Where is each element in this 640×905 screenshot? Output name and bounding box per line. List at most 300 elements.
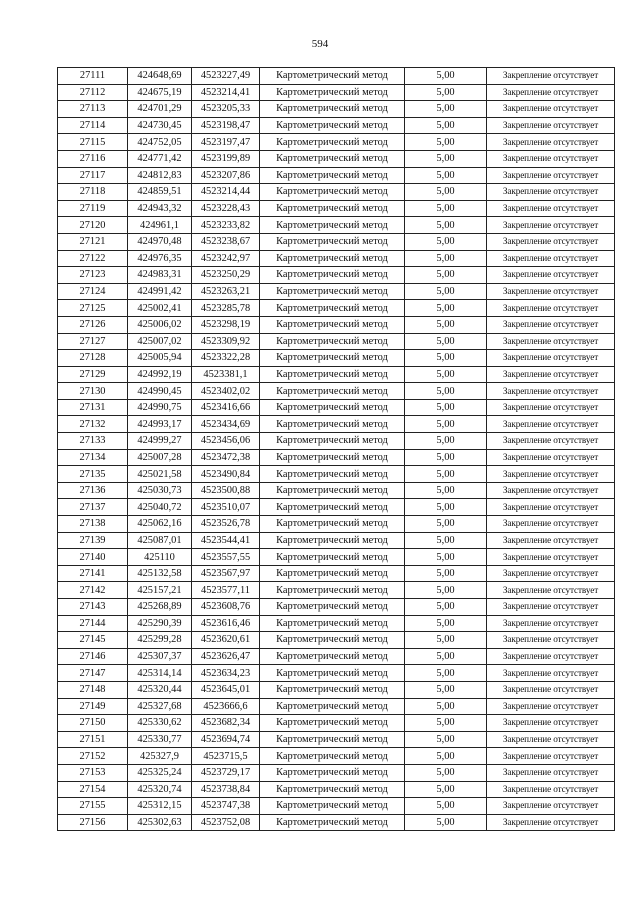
y-coordinate-cell: 4523285,78	[192, 300, 260, 317]
y-coordinate-cell: 4523199,89	[192, 150, 260, 167]
method-cell: Картометрический метод	[260, 698, 405, 715]
x-coordinate-cell: 424961,1	[128, 217, 192, 234]
point-number-cell: 27149	[58, 698, 128, 715]
page-number: 594	[311, 38, 329, 50]
y-coordinate-cell: 4523298,19	[192, 316, 260, 333]
table-row	[58, 648, 615, 665]
y-coordinate-cell: 4523381,1	[192, 366, 260, 383]
method-cell: Картометрический метод	[260, 632, 405, 649]
accuracy-cell: 5,00	[405, 101, 487, 118]
point-number-cell: 27154	[58, 781, 128, 798]
accuracy-cell: 5,00	[405, 449, 487, 466]
point-number-cell: 27125	[58, 300, 128, 317]
point-number-cell: 27139	[58, 532, 128, 549]
x-coordinate-cell: 425307,37	[128, 648, 192, 665]
method-cell: Картометрический метод	[260, 101, 405, 118]
fixing-description-cell: Закрепление отсутствует	[487, 184, 615, 201]
accuracy-cell: 5,00	[405, 399, 487, 416]
fixing-description-cell: Закрепление отсутствует	[487, 333, 615, 350]
fixing-description-cell: Закрепление отсутствует	[487, 383, 615, 400]
accuracy-cell: 5,00	[405, 84, 487, 101]
x-coordinate-cell: 424990,75	[128, 399, 192, 416]
fixing-description-cell: Закрепление отсутствует	[487, 499, 615, 516]
point-number-cell: 27146	[58, 648, 128, 665]
fixing-description-cell: Закрепление отсутствует	[487, 250, 615, 267]
fixing-description-cell: Закрепление отсутствует	[487, 482, 615, 499]
y-coordinate-cell: 4523263,21	[192, 283, 260, 300]
accuracy-cell: 5,00	[405, 715, 487, 732]
table-row	[58, 731, 615, 748]
point-number-cell: 27121	[58, 233, 128, 250]
method-cell: Картометрический метод	[260, 117, 405, 134]
table-row	[58, 549, 615, 566]
point-number-cell: 27148	[58, 681, 128, 698]
accuracy-cell: 5,00	[405, 615, 487, 632]
point-number-cell: 27117	[58, 167, 128, 184]
method-cell: Картометрический метод	[260, 665, 405, 682]
method-cell: Картометрический метод	[260, 383, 405, 400]
table-row	[58, 582, 615, 599]
point-number-cell: 27113	[58, 101, 128, 118]
point-number-cell: 27143	[58, 599, 128, 616]
point-number-cell: 27132	[58, 416, 128, 433]
point-number-cell: 27141	[58, 565, 128, 582]
fixing-description-cell: Закрепление отсутствует	[487, 781, 615, 798]
y-coordinate-cell: 4523729,17	[192, 764, 260, 781]
table-row	[58, 681, 615, 698]
point-number-cell: 27123	[58, 267, 128, 284]
accuracy-cell: 5,00	[405, 433, 487, 450]
fixing-description-cell: Закрепление отсутствует	[487, 715, 615, 732]
method-cell: Картометрический метод	[260, 516, 405, 533]
y-coordinate-cell: 4523322,28	[192, 350, 260, 367]
method-cell: Картометрический метод	[260, 217, 405, 234]
fixing-description-cell: Закрепление отсутствует	[487, 267, 615, 284]
accuracy-cell: 5,00	[405, 731, 487, 748]
x-coordinate-cell: 424983,31	[128, 267, 192, 284]
point-number-cell: 27150	[58, 715, 128, 732]
method-cell: Картометрический метод	[260, 433, 405, 450]
accuracy-cell: 5,00	[405, 814, 487, 831]
accuracy-cell: 5,00	[405, 599, 487, 616]
y-coordinate-cell: 4523608,76	[192, 599, 260, 616]
fixing-description-cell: Закрепление отсутствует	[487, 681, 615, 698]
method-cell: Картометрический метод	[260, 781, 405, 798]
y-coordinate-cell: 4523752,08	[192, 814, 260, 831]
x-coordinate-cell: 425290,39	[128, 615, 192, 632]
method-cell: Картометрический метод	[260, 731, 405, 748]
y-coordinate-cell: 4523620,61	[192, 632, 260, 649]
y-coordinate-cell: 4523634,23	[192, 665, 260, 682]
fixing-description-cell: Закрепление отсутствует	[487, 449, 615, 466]
table-row	[58, 615, 615, 632]
table-row	[58, 117, 615, 134]
table-row	[58, 68, 615, 85]
fixing-description-cell: Закрепление отсутствует	[487, 565, 615, 582]
table-row	[58, 350, 615, 367]
method-cell: Картометрический метод	[260, 798, 405, 815]
table-row	[58, 150, 615, 167]
y-coordinate-cell: 4523666,6	[192, 698, 260, 715]
table-row	[58, 798, 615, 815]
point-number-cell: 27111	[58, 68, 128, 85]
accuracy-cell: 5,00	[405, 532, 487, 549]
x-coordinate-cell: 425040,72	[128, 499, 192, 516]
x-coordinate-cell: 425062,16	[128, 516, 192, 533]
table-row	[58, 482, 615, 499]
y-coordinate-cell: 4523557,55	[192, 549, 260, 566]
x-coordinate-cell: 425157,21	[128, 582, 192, 599]
y-coordinate-cell: 4523227,49	[192, 68, 260, 85]
fixing-description-cell: Закрепление отсутствует	[487, 466, 615, 483]
fixing-description-cell: Закрепление отсутствует	[487, 582, 615, 599]
y-coordinate-cell: 4523198,47	[192, 117, 260, 134]
fixing-description-cell: Закрепление отсутствует	[487, 117, 615, 134]
method-cell: Картометрический метод	[260, 366, 405, 383]
accuracy-cell: 5,00	[405, 516, 487, 533]
accuracy-cell: 5,00	[405, 68, 487, 85]
fixing-description-cell: Закрепление отсутствует	[487, 68, 615, 85]
x-coordinate-cell: 425110	[128, 549, 192, 566]
fixing-description-cell: Закрепление отсутствует	[487, 300, 615, 317]
accuracy-cell: 5,00	[405, 150, 487, 167]
x-coordinate-cell: 425299,28	[128, 632, 192, 649]
table-row	[58, 466, 615, 483]
point-number-cell: 27145	[58, 632, 128, 649]
y-coordinate-cell: 4523715,5	[192, 748, 260, 765]
point-number-cell: 27116	[58, 150, 128, 167]
point-number-cell: 27140	[58, 549, 128, 566]
method-cell: Картометрический метод	[260, 200, 405, 217]
coordinates-table	[57, 67, 615, 831]
table-row	[58, 516, 615, 533]
accuracy-cell: 5,00	[405, 267, 487, 284]
y-coordinate-cell: 4523228,43	[192, 200, 260, 217]
point-number-cell: 27127	[58, 333, 128, 350]
method-cell: Картометрический метод	[260, 648, 405, 665]
fixing-description-cell: Закрепление отсутствует	[487, 366, 615, 383]
y-coordinate-cell: 4523747,38	[192, 798, 260, 815]
method-cell: Картометрический метод	[260, 283, 405, 300]
point-number-cell: 27133	[58, 433, 128, 450]
x-coordinate-cell: 425007,02	[128, 333, 192, 350]
accuracy-cell: 5,00	[405, 665, 487, 682]
point-number-cell: 27119	[58, 200, 128, 217]
method-cell: Картометрический метод	[260, 482, 405, 499]
table-row	[58, 814, 615, 831]
method-cell: Картометрический метод	[260, 134, 405, 151]
x-coordinate-cell: 425327,9	[128, 748, 192, 765]
accuracy-cell: 5,00	[405, 217, 487, 234]
x-coordinate-cell: 424675,19	[128, 84, 192, 101]
point-number-cell: 27152	[58, 748, 128, 765]
point-number-cell: 27147	[58, 665, 128, 682]
accuracy-cell: 5,00	[405, 416, 487, 433]
method-cell: Картометрический метод	[260, 499, 405, 516]
point-number-cell: 27130	[58, 383, 128, 400]
accuracy-cell: 5,00	[405, 300, 487, 317]
point-number-cell: 27153	[58, 764, 128, 781]
point-number-cell: 27122	[58, 250, 128, 267]
method-cell: Картометрический метод	[260, 814, 405, 831]
table-row	[58, 283, 615, 300]
table-row	[58, 781, 615, 798]
y-coordinate-cell: 4523434,69	[192, 416, 260, 433]
method-cell: Картометрический метод	[260, 466, 405, 483]
fixing-description-cell: Закрепление отсутствует	[487, 134, 615, 151]
point-number-cell: 27138	[58, 516, 128, 533]
method-cell: Картометрический метод	[260, 681, 405, 698]
y-coordinate-cell: 4523626,47	[192, 648, 260, 665]
method-cell: Картометрический метод	[260, 184, 405, 201]
y-coordinate-cell: 4523233,82	[192, 217, 260, 234]
method-cell: Картометрический метод	[260, 532, 405, 549]
fixing-description-cell: Закрепление отсутствует	[487, 698, 615, 715]
method-cell: Картометрический метод	[260, 748, 405, 765]
y-coordinate-cell: 4523616,46	[192, 615, 260, 632]
fixing-description-cell: Закрепление отсутствует	[487, 433, 615, 450]
fixing-description-cell: Закрепление отсутствует	[487, 200, 615, 217]
coordinates-table-body	[58, 68, 615, 831]
point-number-cell: 27142	[58, 582, 128, 599]
x-coordinate-cell: 424859,51	[128, 184, 192, 201]
point-number-cell: 27118	[58, 184, 128, 201]
method-cell: Картометрический метод	[260, 715, 405, 732]
point-number-cell: 27114	[58, 117, 128, 134]
x-coordinate-cell: 425007,28	[128, 449, 192, 466]
table-row	[58, 233, 615, 250]
fixing-description-cell: Закрепление отсутствует	[487, 599, 615, 616]
x-coordinate-cell: 425002,41	[128, 300, 192, 317]
x-coordinate-cell: 425330,77	[128, 731, 192, 748]
point-number-cell: 27155	[58, 798, 128, 815]
fixing-description-cell: Закрепление отсутствует	[487, 233, 615, 250]
accuracy-cell: 5,00	[405, 648, 487, 665]
accuracy-cell: 5,00	[405, 184, 487, 201]
accuracy-cell: 5,00	[405, 134, 487, 151]
x-coordinate-cell: 425087,01	[128, 532, 192, 549]
x-coordinate-cell: 425327,68	[128, 698, 192, 715]
table-row	[58, 416, 615, 433]
table-row	[58, 748, 615, 765]
accuracy-cell: 5,00	[405, 499, 487, 516]
method-cell: Картометрический метод	[260, 582, 405, 599]
accuracy-cell: 5,00	[405, 764, 487, 781]
table-row	[58, 698, 615, 715]
y-coordinate-cell: 4523207,86	[192, 167, 260, 184]
table-row	[58, 316, 615, 333]
point-number-cell: 27115	[58, 134, 128, 151]
x-coordinate-cell: 424990,45	[128, 383, 192, 400]
method-cell: Картометрический метод	[260, 267, 405, 284]
accuracy-cell: 5,00	[405, 632, 487, 649]
point-number-cell: 27137	[58, 499, 128, 516]
x-coordinate-cell: 424771,42	[128, 150, 192, 167]
fixing-description-cell: Закрепление отсутствует	[487, 798, 615, 815]
y-coordinate-cell: 4523242,97	[192, 250, 260, 267]
table-row	[58, 383, 615, 400]
accuracy-cell: 5,00	[405, 466, 487, 483]
y-coordinate-cell: 4523214,44	[192, 184, 260, 201]
accuracy-cell: 5,00	[405, 482, 487, 499]
point-number-cell: 27129	[58, 366, 128, 383]
point-number-cell: 27135	[58, 466, 128, 483]
fixing-description-cell: Закрепление отсутствует	[487, 516, 615, 533]
method-cell: Картометрический метод	[260, 68, 405, 85]
x-coordinate-cell: 425268,89	[128, 599, 192, 616]
table-row	[58, 167, 615, 184]
table-row	[58, 665, 615, 682]
x-coordinate-cell: 424701,29	[128, 101, 192, 118]
table-row	[58, 449, 615, 466]
fixing-description-cell: Закрепление отсутствует	[487, 399, 615, 416]
table-row	[58, 366, 615, 383]
x-coordinate-cell: 425005,94	[128, 350, 192, 367]
fixing-description-cell: Закрепление отсутствует	[487, 748, 615, 765]
point-number-cell: 27126	[58, 316, 128, 333]
accuracy-cell: 5,00	[405, 698, 487, 715]
table-row	[58, 300, 615, 317]
y-coordinate-cell: 4523197,47	[192, 134, 260, 151]
table-row	[58, 200, 615, 217]
point-number-cell: 27124	[58, 283, 128, 300]
fixing-description-cell: Закрепление отсутствует	[487, 416, 615, 433]
accuracy-cell: 5,00	[405, 350, 487, 367]
point-number-cell: 27112	[58, 84, 128, 101]
table-row	[58, 433, 615, 450]
fixing-description-cell: Закрепление отсутствует	[487, 665, 615, 682]
x-coordinate-cell: 424991,42	[128, 283, 192, 300]
x-coordinate-cell: 425320,74	[128, 781, 192, 798]
fixing-description-cell: Закрепление отсутствует	[487, 350, 615, 367]
y-coordinate-cell: 4523205,33	[192, 101, 260, 118]
y-coordinate-cell: 4523526,78	[192, 516, 260, 533]
table-row	[58, 599, 615, 616]
table-row	[58, 250, 615, 267]
y-coordinate-cell: 4523694,74	[192, 731, 260, 748]
table-row	[58, 499, 615, 516]
fixing-description-cell: Закрепление отсутствует	[487, 814, 615, 831]
x-coordinate-cell: 425314,14	[128, 665, 192, 682]
point-number-cell: 27136	[58, 482, 128, 499]
accuracy-cell: 5,00	[405, 681, 487, 698]
y-coordinate-cell: 4523456,06	[192, 433, 260, 450]
fixing-description-cell: Закрепление отсутствует	[487, 150, 615, 167]
method-cell: Картометрический метод	[260, 300, 405, 317]
method-cell: Картометрический метод	[260, 399, 405, 416]
table-row	[58, 565, 615, 582]
method-cell: Картометрический метод	[260, 233, 405, 250]
accuracy-cell: 5,00	[405, 582, 487, 599]
table-row	[58, 267, 615, 284]
table-row	[58, 532, 615, 549]
x-coordinate-cell: 424730,45	[128, 117, 192, 134]
table-row	[58, 632, 615, 649]
x-coordinate-cell: 424812,83	[128, 167, 192, 184]
x-coordinate-cell: 425330,62	[128, 715, 192, 732]
accuracy-cell: 5,00	[405, 549, 487, 566]
x-coordinate-cell: 425006,02	[128, 316, 192, 333]
method-cell: Картометрический метод	[260, 316, 405, 333]
method-cell: Картометрический метод	[260, 615, 405, 632]
x-coordinate-cell: 425320,44	[128, 681, 192, 698]
method-cell: Картометрический метод	[260, 350, 405, 367]
x-coordinate-cell: 424992,19	[128, 366, 192, 383]
method-cell: Картометрический метод	[260, 764, 405, 781]
point-number-cell: 27120	[58, 217, 128, 234]
method-cell: Картометрический метод	[260, 250, 405, 267]
fixing-description-cell: Закрепление отсутствует	[487, 167, 615, 184]
fixing-description-cell: Закрепление отсутствует	[487, 283, 615, 300]
y-coordinate-cell: 4523250,29	[192, 267, 260, 284]
table-row	[58, 715, 615, 732]
method-cell: Картометрический метод	[260, 565, 405, 582]
y-coordinate-cell: 4523738,84	[192, 781, 260, 798]
point-number-cell: 27134	[58, 449, 128, 466]
accuracy-cell: 5,00	[405, 250, 487, 267]
fixing-description-cell: Закрепление отсутствует	[487, 731, 615, 748]
fixing-description-cell: Закрепление отсутствует	[487, 217, 615, 234]
x-coordinate-cell: 425312,15	[128, 798, 192, 815]
fixing-description-cell: Закрепление отсутствует	[487, 316, 615, 333]
method-cell: Картометрический метод	[260, 167, 405, 184]
y-coordinate-cell: 4523567,97	[192, 565, 260, 582]
table-row	[58, 333, 615, 350]
table-row	[58, 101, 615, 118]
y-coordinate-cell: 4523577,11	[192, 582, 260, 599]
y-coordinate-cell: 4523645,01	[192, 681, 260, 698]
x-coordinate-cell: 424993,17	[128, 416, 192, 433]
fixing-description-cell: Закрепление отсутствует	[487, 632, 615, 649]
accuracy-cell: 5,00	[405, 233, 487, 250]
y-coordinate-cell: 4523490,84	[192, 466, 260, 483]
method-cell: Картометрический метод	[260, 549, 405, 566]
table-row	[58, 184, 615, 201]
y-coordinate-cell: 4523309,92	[192, 333, 260, 350]
x-coordinate-cell: 425302,63	[128, 814, 192, 831]
table-row	[58, 134, 615, 151]
method-cell: Картометрический метод	[260, 333, 405, 350]
y-coordinate-cell: 4523472,38	[192, 449, 260, 466]
x-coordinate-cell: 425021,58	[128, 466, 192, 483]
accuracy-cell: 5,00	[405, 117, 487, 134]
accuracy-cell: 5,00	[405, 748, 487, 765]
accuracy-cell: 5,00	[405, 316, 487, 333]
fixing-description-cell: Закрепление отсутствует	[487, 764, 615, 781]
accuracy-cell: 5,00	[405, 167, 487, 184]
table-row	[58, 84, 615, 101]
x-coordinate-cell: 424648,69	[128, 68, 192, 85]
fixing-description-cell: Закрепление отсутствует	[487, 648, 615, 665]
accuracy-cell: 5,00	[405, 283, 487, 300]
y-coordinate-cell: 4523544,41	[192, 532, 260, 549]
x-coordinate-cell: 424970,48	[128, 233, 192, 250]
point-number-cell: 27151	[58, 731, 128, 748]
x-coordinate-cell: 424999,27	[128, 433, 192, 450]
accuracy-cell: 5,00	[405, 366, 487, 383]
fixing-description-cell: Закрепление отсутствует	[487, 101, 615, 118]
point-number-cell: 27144	[58, 615, 128, 632]
table-row	[58, 764, 615, 781]
y-coordinate-cell: 4523416,66	[192, 399, 260, 416]
method-cell: Картометрический метод	[260, 599, 405, 616]
fixing-description-cell: Закрепление отсутствует	[487, 532, 615, 549]
x-coordinate-cell: 425325,24	[128, 764, 192, 781]
method-cell: Картометрический метод	[260, 84, 405, 101]
accuracy-cell: 5,00	[405, 565, 487, 582]
x-coordinate-cell: 424752,05	[128, 134, 192, 151]
accuracy-cell: 5,00	[405, 333, 487, 350]
